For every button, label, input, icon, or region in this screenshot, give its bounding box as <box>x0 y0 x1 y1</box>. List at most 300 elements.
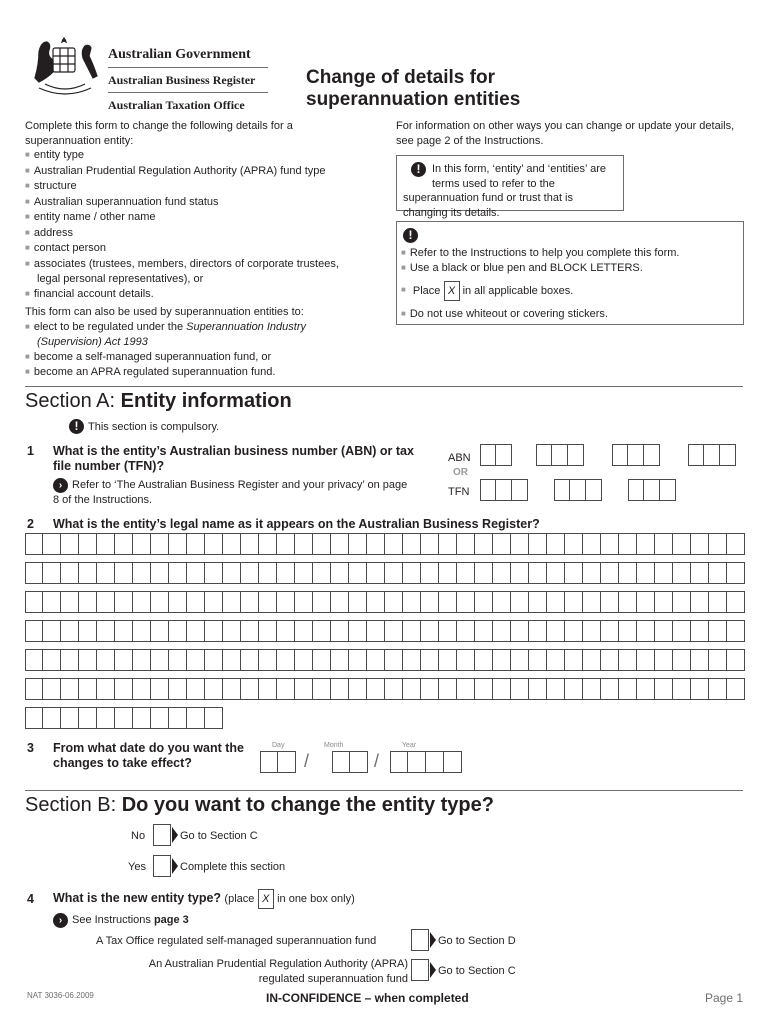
legal-name-char[interactable] <box>673 591 691 613</box>
section-a-title: Entity information <box>120 390 292 412</box>
legal-name-char[interactable] <box>637 562 655 584</box>
legal-name-char[interactable] <box>583 591 601 613</box>
legal-name-char[interactable] <box>349 562 367 584</box>
legal-name-char[interactable] <box>511 649 529 671</box>
legal-name-char[interactable] <box>583 649 601 671</box>
legal-name-char[interactable] <box>331 649 349 671</box>
legal-name-char[interactable] <box>619 533 637 555</box>
legal-name-char[interactable] <box>601 533 619 555</box>
legal-name-char[interactable] <box>511 678 529 700</box>
legal-name-char[interactable] <box>223 533 241 555</box>
legal-name-char[interactable] <box>187 707 205 729</box>
legal-name-char[interactable] <box>583 620 601 642</box>
legal-name-char[interactable] <box>367 678 385 700</box>
legal-name-char[interactable] <box>709 620 727 642</box>
legal-name-char[interactable] <box>187 678 205 700</box>
legal-name-char[interactable] <box>187 591 205 613</box>
legal-name-char[interactable] <box>385 533 403 555</box>
legal-name-char[interactable] <box>421 678 439 700</box>
legal-name-char[interactable] <box>619 649 637 671</box>
legal-name-char[interactable] <box>655 591 673 613</box>
legal-name-char[interactable] <box>727 562 745 584</box>
legal-name-char[interactable] <box>241 591 259 613</box>
legal-name-char[interactable] <box>565 649 583 671</box>
legal-name-char[interactable] <box>367 562 385 584</box>
legal-name-char[interactable] <box>385 562 403 584</box>
legal-name-char[interactable] <box>277 591 295 613</box>
legal-name-char[interactable] <box>421 591 439 613</box>
abn-digit[interactable] <box>480 444 496 466</box>
legal-name-char[interactable] <box>709 562 727 584</box>
legal-name-char[interactable] <box>115 591 133 613</box>
legal-name-char[interactable] <box>457 562 475 584</box>
legal-name-char[interactable] <box>403 533 421 555</box>
legal-name-char[interactable] <box>547 533 565 555</box>
legal-name-char[interactable] <box>43 620 61 642</box>
legal-name-char[interactable] <box>709 678 727 700</box>
legal-name-char[interactable] <box>259 678 277 700</box>
tfn-digit[interactable] <box>660 479 676 501</box>
year-digit[interactable] <box>390 751 408 773</box>
legal-name-char[interactable] <box>511 591 529 613</box>
legal-name-char[interactable] <box>151 707 169 729</box>
legal-name-char[interactable] <box>241 678 259 700</box>
legal-name-char[interactable] <box>367 620 385 642</box>
abn-digit[interactable] <box>568 444 584 466</box>
legal-name-char[interactable] <box>151 591 169 613</box>
legal-name-char[interactable] <box>25 533 43 555</box>
option-apra-checkbox[interactable] <box>411 959 429 981</box>
legal-name-char[interactable] <box>97 533 115 555</box>
legal-name-char[interactable] <box>403 620 421 642</box>
legal-name-char[interactable] <box>259 533 277 555</box>
legal-name-char[interactable] <box>277 533 295 555</box>
abn-digit[interactable] <box>536 444 552 466</box>
legal-name-char[interactable] <box>25 678 43 700</box>
legal-name-char[interactable] <box>313 649 331 671</box>
legal-name-char[interactable] <box>691 620 709 642</box>
legal-name-char[interactable] <box>169 649 187 671</box>
legal-name-char[interactable] <box>565 591 583 613</box>
legal-name-char[interactable] <box>241 649 259 671</box>
intro-item-2: ■ become an APRA regulated superannuation fund. <box>25 365 365 381</box>
legal-name-char[interactable] <box>61 649 79 671</box>
legal-name-char[interactable] <box>493 649 511 671</box>
legal-name-char[interactable] <box>385 620 403 642</box>
year-digit[interactable] <box>408 751 426 773</box>
legal-name-char[interactable] <box>205 707 223 729</box>
legal-name-char[interactable] <box>115 533 133 555</box>
legal-name-char[interactable] <box>691 533 709 555</box>
legal-name-char[interactable] <box>457 591 475 613</box>
legal-name-char[interactable] <box>529 678 547 700</box>
or-label: OR <box>453 467 468 478</box>
legal-name-char[interactable] <box>493 678 511 700</box>
legal-name-char[interactable] <box>169 620 187 642</box>
legal-name-char[interactable] <box>79 649 97 671</box>
legal-name-char[interactable] <box>277 649 295 671</box>
legal-name-char[interactable] <box>673 562 691 584</box>
legal-name-char[interactable] <box>439 649 457 671</box>
legal-name-char[interactable] <box>79 533 97 555</box>
legal-name-field[interactable] <box>25 533 745 733</box>
legal-name-char[interactable] <box>493 562 511 584</box>
legal-name-char[interactable] <box>79 591 97 613</box>
legal-name-char[interactable] <box>673 620 691 642</box>
legal-name-char[interactable] <box>457 678 475 700</box>
legal-name-char[interactable] <box>475 591 493 613</box>
legal-name-char[interactable] <box>43 649 61 671</box>
legal-name-char[interactable] <box>619 620 637 642</box>
legal-name-char[interactable] <box>115 562 133 584</box>
legal-name-char[interactable] <box>547 678 565 700</box>
legal-name-char[interactable] <box>565 533 583 555</box>
legal-name-char[interactable] <box>25 620 43 642</box>
legal-name-char[interactable] <box>619 591 637 613</box>
legal-name-char[interactable] <box>223 591 241 613</box>
legal-name-char[interactable] <box>475 649 493 671</box>
legal-name-char[interactable] <box>385 649 403 671</box>
legal-name-char[interactable] <box>619 678 637 700</box>
legal-name-char[interactable] <box>421 533 439 555</box>
legal-name-char[interactable] <box>691 649 709 671</box>
abn-digit[interactable] <box>552 444 568 466</box>
legal-name-char[interactable] <box>673 678 691 700</box>
year-digit[interactable] <box>444 751 462 773</box>
abn-digit[interactable] <box>688 444 704 466</box>
legal-name-char[interactable] <box>295 562 313 584</box>
legal-name-char[interactable] <box>457 533 475 555</box>
legal-name-char[interactable] <box>475 533 493 555</box>
legal-name-char[interactable] <box>97 591 115 613</box>
legal-name-char[interactable] <box>295 533 313 555</box>
legal-name-char[interactable] <box>349 591 367 613</box>
legal-name-char[interactable] <box>223 649 241 671</box>
legal-name-char[interactable] <box>619 562 637 584</box>
legal-name-char[interactable] <box>529 649 547 671</box>
legal-name-char[interactable] <box>637 649 655 671</box>
legal-name-char[interactable] <box>583 562 601 584</box>
intro-lead-2: This form can also be used by superannuation entities to: <box>25 306 304 318</box>
q1-ref <box>53 478 413 508</box>
legal-name-char[interactable] <box>277 620 295 642</box>
tfn-digit[interactable] <box>496 479 512 501</box>
yes-checkbox[interactable] <box>153 855 171 877</box>
legal-name-char[interactable] <box>331 562 349 584</box>
no-label: No <box>131 830 146 842</box>
legal-name-char[interactable] <box>205 591 223 613</box>
legal-name-char[interactable] <box>43 678 61 700</box>
legal-name-char[interactable] <box>439 533 457 555</box>
legal-name-char[interactable] <box>457 649 475 671</box>
no-checkbox[interactable] <box>153 824 171 846</box>
legal-name-char[interactable] <box>367 533 385 555</box>
legal-name-char[interactable] <box>673 649 691 671</box>
legal-name-char[interactable] <box>115 620 133 642</box>
legal-name-char[interactable] <box>169 562 187 584</box>
option-apra-line1: An Australian Prudential Regulation Authority (APRA) <box>148 958 408 970</box>
legal-name-char[interactable] <box>403 649 421 671</box>
legal-name-char[interactable] <box>223 678 241 700</box>
legal-name-char[interactable] <box>205 678 223 700</box>
legal-name-char[interactable] <box>133 678 151 700</box>
legal-name-char[interactable] <box>43 591 61 613</box>
legal-name-char[interactable] <box>313 620 331 642</box>
legal-name-char[interactable] <box>295 591 313 613</box>
legal-name-char[interactable] <box>169 533 187 555</box>
legal-name-char[interactable] <box>601 620 619 642</box>
legal-name-char[interactable] <box>385 678 403 700</box>
legal-name-char[interactable] <box>205 533 223 555</box>
legal-name-char[interactable] <box>583 678 601 700</box>
legal-name-char[interactable] <box>511 620 529 642</box>
legal-name-char[interactable] <box>25 707 43 729</box>
tfn-digit[interactable] <box>586 479 602 501</box>
intro-lead: Complete this form to change the following details for a superannuation entity: <box>25 120 293 147</box>
legal-name-char[interactable] <box>727 620 745 642</box>
legal-name-char[interactable] <box>79 707 97 729</box>
legal-name-char[interactable] <box>565 620 583 642</box>
legal-name-char[interactable] <box>205 620 223 642</box>
legal-name-char[interactable] <box>61 678 79 700</box>
legal-name-char[interactable] <box>187 649 205 671</box>
legal-name-char[interactable] <box>259 591 277 613</box>
legal-name-char[interactable] <box>655 562 673 584</box>
month-label: Month <box>324 742 344 749</box>
legal-name-char[interactable] <box>97 678 115 700</box>
legal-name-char[interactable] <box>493 591 511 613</box>
legal-name-char[interactable] <box>97 707 115 729</box>
legal-name-char[interactable] <box>421 649 439 671</box>
month-digit[interactable] <box>332 751 350 773</box>
legal-name-char[interactable] <box>475 678 493 700</box>
legal-name-char[interactable] <box>205 562 223 584</box>
legal-name-char[interactable] <box>637 620 655 642</box>
abn-digit[interactable] <box>496 444 512 466</box>
legal-name-char[interactable] <box>547 620 565 642</box>
legal-name-char[interactable] <box>295 649 313 671</box>
legal-name-char[interactable] <box>223 562 241 584</box>
legal-name-char[interactable] <box>187 562 205 584</box>
legal-name-char[interactable] <box>133 533 151 555</box>
legal-name-char[interactable] <box>97 562 115 584</box>
legal-name-char[interactable] <box>331 591 349 613</box>
legal-name-char[interactable] <box>79 678 97 700</box>
legal-name-char[interactable] <box>727 678 745 700</box>
legal-name-char[interactable] <box>547 649 565 671</box>
legal-name-char[interactable] <box>43 707 61 729</box>
legal-name-char[interactable] <box>169 678 187 700</box>
day-digit[interactable] <box>260 751 278 773</box>
legal-name-char[interactable] <box>151 620 169 642</box>
legal-name-char[interactable] <box>439 678 457 700</box>
legal-name-char[interactable] <box>241 562 259 584</box>
legal-name-char[interactable] <box>187 620 205 642</box>
legal-name-char[interactable] <box>367 649 385 671</box>
option-smsf-label: A Tax Office regulated self-managed superannuation fund <box>96 935 377 947</box>
legal-name-char[interactable] <box>493 620 511 642</box>
legal-name-char[interactable] <box>367 591 385 613</box>
legal-name-char[interactable] <box>277 678 295 700</box>
legal-name-char[interactable] <box>601 649 619 671</box>
legal-name-char[interactable] <box>61 620 79 642</box>
legal-name-char[interactable] <box>331 533 349 555</box>
legal-name-char[interactable] <box>79 562 97 584</box>
legal-name-char[interactable] <box>403 591 421 613</box>
legal-name-char[interactable] <box>295 678 313 700</box>
legal-name-char[interactable] <box>331 678 349 700</box>
abn-digit[interactable] <box>612 444 628 466</box>
legal-name-char[interactable] <box>511 533 529 555</box>
legal-name-char[interactable] <box>691 678 709 700</box>
legal-name-char[interactable] <box>277 562 295 584</box>
legal-name-char[interactable] <box>511 562 529 584</box>
legal-name-char[interactable] <box>151 562 169 584</box>
legal-name-char[interactable] <box>349 620 367 642</box>
no-goto: Go to Section C <box>180 830 258 842</box>
legal-name-char[interactable] <box>61 591 79 613</box>
abn-digit[interactable] <box>720 444 736 466</box>
legal-name-char[interactable] <box>313 678 331 700</box>
legal-name-char[interactable] <box>673 533 691 555</box>
legal-name-char[interactable] <box>565 562 583 584</box>
tfn-digit[interactable] <box>628 479 644 501</box>
legal-name-char[interactable] <box>349 678 367 700</box>
legal-name-char[interactable] <box>529 533 547 555</box>
legal-name-char[interactable] <box>313 562 331 584</box>
legal-name-char[interactable] <box>313 533 331 555</box>
legal-name-char[interactable] <box>601 678 619 700</box>
abn-digit[interactable] <box>644 444 660 466</box>
tfn-digit[interactable] <box>644 479 660 501</box>
legal-name-char[interactable] <box>223 620 241 642</box>
legal-name-char[interactable] <box>295 620 313 642</box>
month-digit[interactable] <box>350 751 368 773</box>
legal-name-char[interactable] <box>133 649 151 671</box>
legal-name-char[interactable] <box>241 620 259 642</box>
legal-name-char[interactable] <box>655 533 673 555</box>
legal-name-char[interactable] <box>529 620 547 642</box>
legal-name-char[interactable] <box>709 591 727 613</box>
legal-name-char[interactable] <box>727 649 745 671</box>
legal-name-char[interactable] <box>349 649 367 671</box>
legal-name-char[interactable] <box>259 649 277 671</box>
legal-name-char[interactable] <box>259 620 277 642</box>
legal-name-char[interactable] <box>331 620 349 642</box>
option-smsf-checkbox[interactable] <box>411 929 429 951</box>
legal-name-char[interactable] <box>115 678 133 700</box>
legal-name-char[interactable] <box>565 678 583 700</box>
legal-name-char[interactable] <box>601 591 619 613</box>
legal-name-char[interactable] <box>169 707 187 729</box>
legal-name-char[interactable] <box>133 591 151 613</box>
legal-name-char[interactable] <box>493 533 511 555</box>
year-digit[interactable] <box>426 751 444 773</box>
legal-name-char[interactable] <box>61 562 79 584</box>
section-a-heading <box>25 390 292 413</box>
abn-digit[interactable] <box>704 444 720 466</box>
q3-number: 3 <box>27 741 34 755</box>
day-digit[interactable] <box>278 751 296 773</box>
legal-name-char[interactable] <box>25 649 43 671</box>
legal-name-char[interactable] <box>547 562 565 584</box>
legal-name-char[interactable] <box>457 620 475 642</box>
legal-name-char[interactable] <box>655 620 673 642</box>
intro-item: ■ entity type <box>25 148 365 164</box>
legal-name-char[interactable] <box>25 591 43 613</box>
legal-name-char[interactable] <box>637 678 655 700</box>
legal-name-char[interactable] <box>691 591 709 613</box>
legal-name-char[interactable] <box>709 533 727 555</box>
legal-name-char[interactable] <box>547 591 565 613</box>
legal-name-char[interactable] <box>439 562 457 584</box>
abn-digit[interactable] <box>628 444 644 466</box>
legal-name-char[interactable] <box>259 562 277 584</box>
gov-line-1: Australian Government <box>108 47 268 68</box>
legal-name-char[interactable] <box>151 678 169 700</box>
legal-name-char[interactable] <box>529 591 547 613</box>
legal-name-char[interactable] <box>439 591 457 613</box>
legal-name-char[interactable] <box>385 591 403 613</box>
legal-name-char[interactable] <box>637 533 655 555</box>
legal-name-char[interactable] <box>133 620 151 642</box>
legal-name-char[interactable] <box>97 620 115 642</box>
tfn-digit[interactable] <box>480 479 496 501</box>
legal-name-char[interactable] <box>43 562 61 584</box>
legal-name-char[interactable] <box>583 533 601 555</box>
legal-name-char[interactable] <box>349 533 367 555</box>
legal-name-char[interactable] <box>727 591 745 613</box>
tfn-digit[interactable] <box>512 479 528 501</box>
legal-name-char[interactable] <box>43 533 61 555</box>
legal-name-char[interactable] <box>169 591 187 613</box>
legal-name-char[interactable] <box>151 533 169 555</box>
legal-name-char[interactable] <box>403 678 421 700</box>
q1-ref-text: Refer to ‘The Australian Business Register and your privacy’ on page 8 of the Instructions. <box>53 479 408 506</box>
legal-name-char[interactable] <box>421 562 439 584</box>
legal-name-char[interactable] <box>439 620 457 642</box>
legal-name-char[interactable] <box>403 562 421 584</box>
tfn-digit[interactable] <box>554 479 570 501</box>
legal-name-char[interactable] <box>475 562 493 584</box>
legal-name-char[interactable] <box>133 707 151 729</box>
legal-name-char[interactable] <box>655 649 673 671</box>
legal-name-char[interactable] <box>241 533 259 555</box>
legal-name-char[interactable] <box>727 533 745 555</box>
legal-name-char[interactable] <box>601 562 619 584</box>
legal-name-char[interactable] <box>691 562 709 584</box>
legal-name-char[interactable] <box>61 533 79 555</box>
legal-name-char[interactable] <box>637 591 655 613</box>
legal-name-char[interactable] <box>529 562 547 584</box>
legal-name-char[interactable] <box>133 562 151 584</box>
legal-name-char[interactable] <box>655 678 673 700</box>
legal-name-char[interactable] <box>61 707 79 729</box>
legal-name-char[interactable] <box>709 649 727 671</box>
legal-name-char[interactable] <box>421 620 439 642</box>
legal-name-char[interactable] <box>25 562 43 584</box>
tfn-digit[interactable] <box>570 479 586 501</box>
legal-name-char[interactable] <box>475 620 493 642</box>
legal-name-char[interactable] <box>205 649 223 671</box>
legal-name-char[interactable] <box>313 591 331 613</box>
legal-name-char[interactable] <box>187 533 205 555</box>
legal-name-char[interactable] <box>97 649 115 671</box>
legal-name-char[interactable] <box>79 620 97 642</box>
legal-name-char[interactable] <box>115 707 133 729</box>
legal-name-char[interactable] <box>151 649 169 671</box>
legal-name-char[interactable] <box>115 649 133 671</box>
